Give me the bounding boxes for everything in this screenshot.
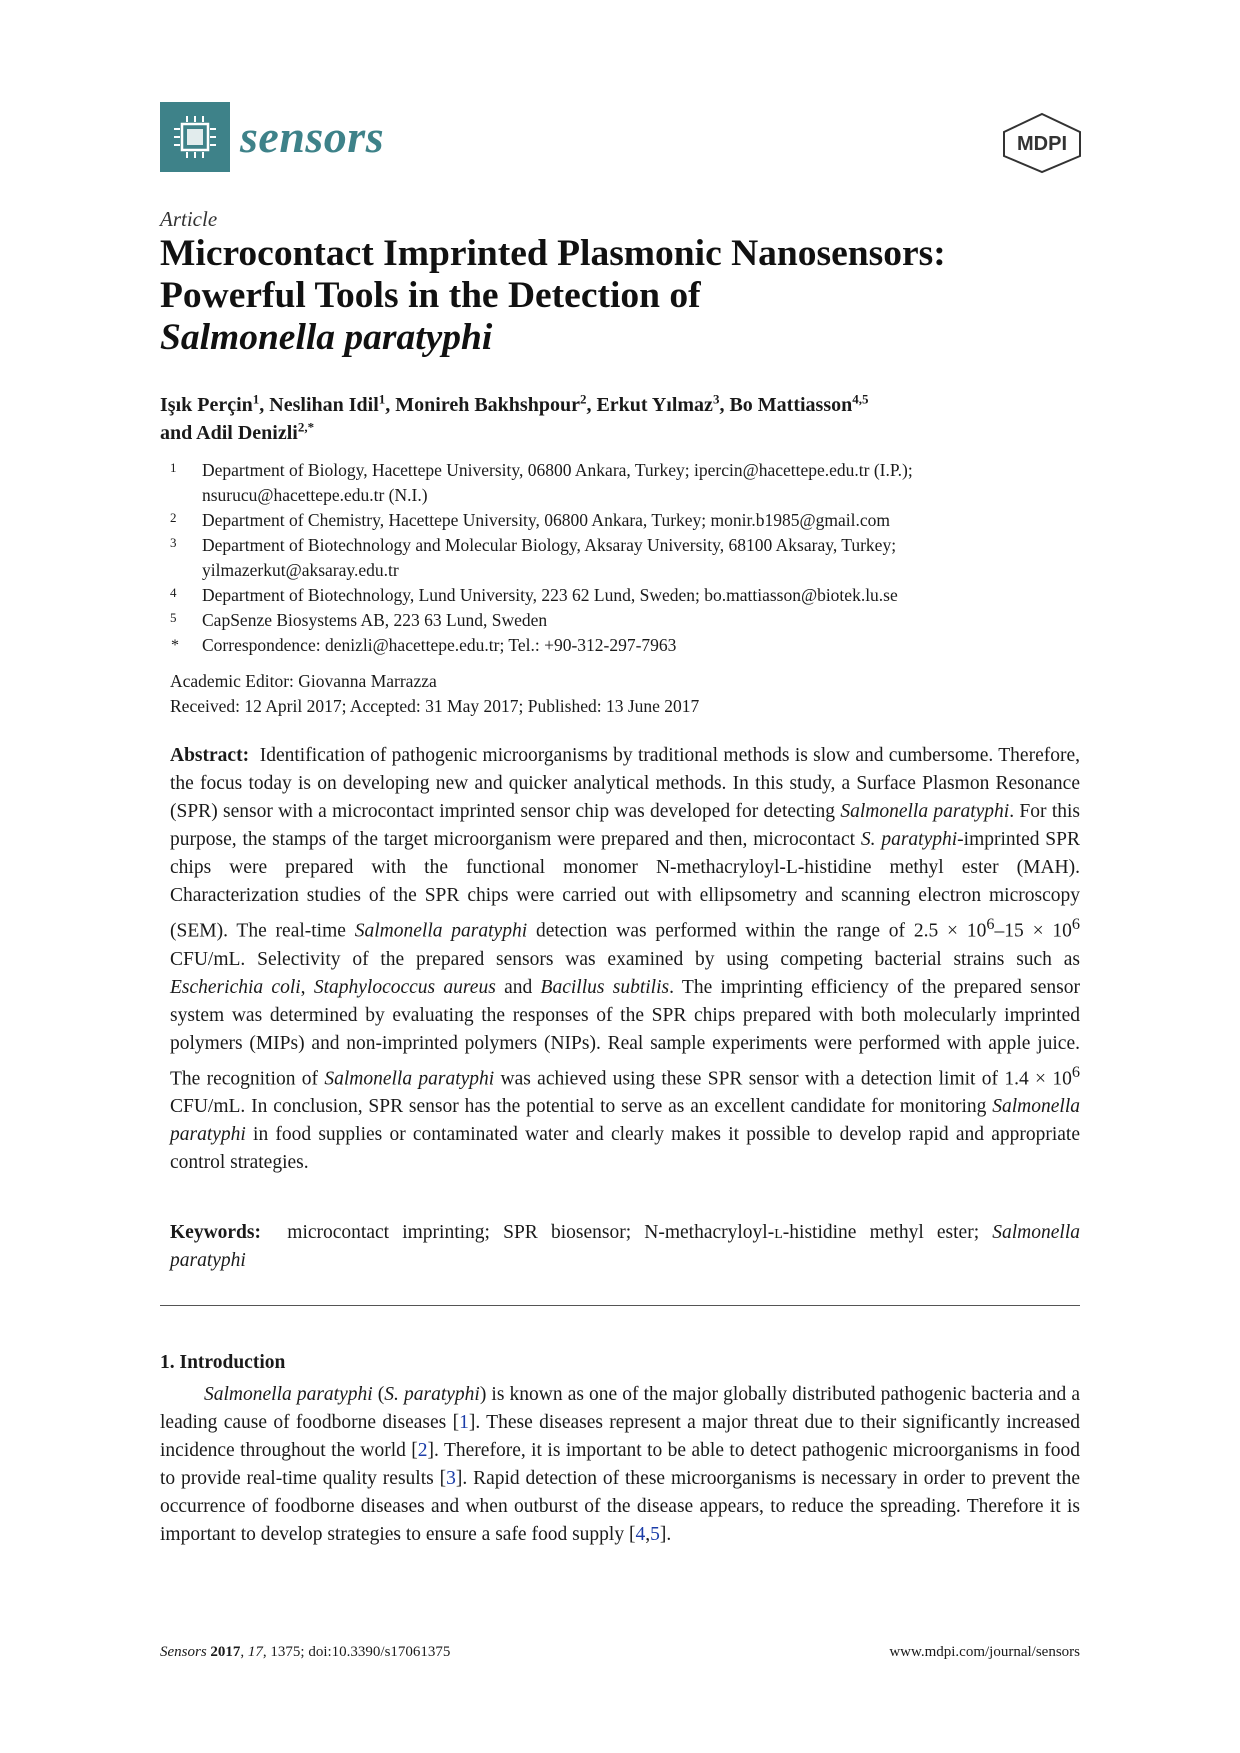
species-name: Bacillus subtilis: [540, 976, 670, 998]
abstract-text: CFU/mL. Selectivity of the prepared sensors was examined by using competing bacterial strains such as: [170, 948, 1080, 970]
abstract-text: . For this purpose, the stamps of the target microorganism were prepared and then, microcontact: [170, 801, 1080, 850]
footer-doi: , 1375; doi:10.3390/s17061375: [262, 1644, 451, 1660]
academic-editor: Academic Editor: Giovanna Marrazza: [170, 671, 437, 691]
species-name: Salmonella paratyphi: [170, 1096, 1080, 1145]
author-name: Monireh Bakhshpour: [395, 394, 580, 416]
body-text: ]. Rapid detection of these microorganisms is necessary in order to prevent the occurrence of foodborne diseases and when outburst of the disease appears, to reduce the spreading. Therefore it is important to develop strategies to ensure a safe food supply [: [160, 1468, 1080, 1545]
citation-link[interactable]: 1: [459, 1412, 469, 1433]
correspondence-item: [170, 633, 1090, 658]
species-name: Salmonella paratyphi: [170, 1222, 1081, 1271]
author-affil-mark: 2: [579, 391, 587, 407]
section-heading: 1. Introduction: [160, 1352, 286, 1373]
abstract-text: Identification of pathogenic microorganisms by traditional methods is slow and cumbersome. Therefore, the focus today is on developing new and quicker analytical methods. In this study, a Surface Plasmon Resonance (SPR) sensor with a microcontact imprinted sensor chip was developed for detecting: [170, 745, 1080, 822]
exponent: 6: [1071, 1062, 1080, 1081]
affiliation-item: [170, 583, 1090, 608]
footer-year: 2017: [210, 1644, 241, 1660]
keywords-text: microcontact imprinting; SPR biosensor; N-methacryloyl-: [287, 1222, 775, 1243]
citation-link[interactable]: 2: [417, 1440, 428, 1461]
author-name: Bo Mattiasson: [729, 394, 853, 416]
exponent: 6: [986, 915, 995, 933]
footer-volume: 17: [247, 1644, 263, 1660]
species-name: Salmonella paratyphi: [324, 1068, 495, 1089]
body-text: ]. Therefore, it is important to be able to detect pathogenic microorganisms in food to provide real-time quality results [: [160, 1440, 1080, 1489]
species-name: S. paratyphi: [860, 829, 958, 850]
footer-url[interactable]: www.mdpi.com/journal/sensors: [889, 1644, 1080, 1660]
title-line: Microcontact Imprinted Plasmonic Nanosensors:: [160, 233, 946, 274]
mdpi-logo-text: MDPI: [1017, 133, 1067, 155]
author-list: [160, 391, 1140, 447]
abstract-text: in food supplies or contaminated water and clearly makes it possible to develop rapid and appropriate control strategies.: [170, 1124, 1080, 1173]
author-separator: ,: [259, 394, 270, 416]
publication-dates: Received: 12 April 2017; Accepted: 31 May 2017; Published: 13 June 2017: [170, 696, 700, 716]
affiliation-mark: 1: [170, 460, 177, 475]
author-affil-mark: 4,5: [852, 391, 869, 407]
affiliation-list: [170, 458, 1090, 658]
logo-box: [160, 102, 230, 172]
affiliation-item: [170, 508, 1090, 533]
author-name: Neslihan Idil: [269, 394, 379, 416]
correspondence-text: Correspondence: denizli@hacettepe.edu.tr; Tel.: +90-312-297-7963: [202, 635, 677, 655]
affiliation-text: Department of Biotechnology and Molecular Biology, Aksaray University, 68100 Aksaray, Turkey; yilmazerkut@aksaray.edu.tr: [202, 535, 897, 580]
section-divider: [160, 1305, 1080, 1306]
title-line: Salmonella paratyphi: [160, 317, 493, 358]
keywords-smallcaps: l: [774, 1222, 783, 1243]
citation-link[interactable]: 5: [650, 1524, 660, 1545]
species-name: Salmonella paratyphi: [204, 1384, 373, 1405]
citation-link[interactable]: 3: [446, 1468, 456, 1489]
publication-info: [170, 669, 699, 719]
affiliation-text: CapSenze Biosystems AB, 223 63 Lund, Sweden: [202, 610, 548, 630]
species-name: Staphylococcus aureus: [313, 976, 496, 998]
abstract: [170, 742, 1080, 1177]
keywords-text: -histidine methyl ester;: [782, 1222, 993, 1243]
affiliation-mark: 2: [170, 510, 177, 525]
author-separator: ,: [719, 394, 730, 416]
author-name: and Adil Denizli: [160, 422, 298, 444]
mdpi-logo: [1000, 112, 1084, 174]
abstract-label: Abstract:: [170, 745, 250, 766]
author-affil-mark: 1: [378, 391, 386, 407]
title-line: Powerful Tools in the Detection of: [160, 275, 701, 316]
abstract-text: was achieved using these SPR sensor with a detection limit of 1.4 × 10: [494, 1068, 1072, 1089]
body-text: ].: [659, 1524, 672, 1545]
abstract-text: –15 × 10: [994, 920, 1072, 942]
keywords: [170, 1219, 1080, 1275]
affiliation-item: [170, 608, 1090, 633]
affiliation-text: Department of Chemistry, Hacettepe University, 06800 Ankara, Turkey; monir.b1985@gmail.com: [202, 510, 890, 530]
author-affil-mark: 1: [252, 391, 260, 407]
species-name: Salmonella paratyphi: [354, 920, 528, 942]
author-name: Işık Perçin: [160, 394, 253, 416]
correspondence-mark: *: [171, 637, 179, 654]
abstract-text: detection was performed within the range of 2.5 × 10: [527, 920, 987, 942]
affiliation-text: Department of Biotechnology, Lund University, 223 62 Lund, Sweden; bo.mattiasson@biotek.lu.se: [202, 585, 898, 605]
abstract-text: CFU/mL. In conclusion, SPR sensor has the potential to serve as an excellent candidate for monitoring: [170, 1096, 993, 1117]
chip-icon: [160, 102, 230, 172]
exponent: 6: [1071, 915, 1081, 933]
affiliation-mark: 4: [170, 585, 177, 600]
journal-logo: [160, 102, 384, 172]
author-affil-mark: 2,*: [297, 419, 315, 435]
species-name: Escherichia coli: [170, 976, 301, 998]
author-separator: ,: [385, 394, 396, 416]
affiliation-item: [170, 533, 1090, 583]
affiliation-text: Department of Biology, Hacettepe University, 06800 Ankara, Turkey; ipercin@hacettepe.edu.tr (I.P.); nsurucu@hacettepe.edu.tr (N.I.): [202, 460, 913, 505]
affiliation-item: [170, 458, 1090, 508]
body-text: ,: [645, 1524, 651, 1545]
species-name: Salmonella paratyphi: [840, 801, 1010, 822]
keywords-label: Keywords:: [170, 1222, 261, 1243]
affiliation-mark: 5: [170, 610, 177, 625]
footer-journal: Sensors: [160, 1644, 207, 1660]
author-name: Erkut Yılmaz: [596, 394, 713, 416]
author-affil-mark: 3: [712, 391, 720, 407]
body-text: (: [372, 1384, 385, 1405]
author-separator: ,: [586, 394, 597, 416]
affiliation-mark: 3: [170, 535, 177, 550]
article-type: Article: [160, 207, 218, 231]
paper-title: [160, 233, 1140, 359]
abstract-text: ,: [300, 976, 314, 998]
abstract-text: and: [495, 976, 541, 998]
species-name: S. paratyphi: [384, 1384, 480, 1405]
abstract-text: . The imprinting efficiency of the prepared sensor system was determined by evaluating the responses of the SPR chips prepared with both molecularly imprinted polymers (MIPs) and non-imprinted polymers (NIPs). Real sample experiments were performed with apple juice. The recognition of: [170, 976, 1081, 1089]
citation-link[interactable]: 4: [635, 1524, 646, 1545]
body-text: ) is known as one of the major globally distributed pathogenic bacteria and a leading cause of foodborne diseases [: [160, 1384, 1080, 1433]
introduction-paragraph: [160, 1381, 1080, 1549]
body-text: ]. These diseases represent a major threat due to their significantly increased incidence throughout the world [: [160, 1412, 1080, 1461]
journal-name: sensors: [240, 111, 385, 162]
abstract-text: -imprinted SPR chips were prepared with the functional monomer N-methacryloyl-L-histidine methyl ester (MAH). Characterization studies of the SPR chips were carried out with ellipsometry and scanning electron microscopy (SEM). The real-time: [170, 829, 1080, 942]
footer-citation: Sensors 2017, 17, 1375; doi:10.3390/s17061375: [160, 1644, 451, 1660]
